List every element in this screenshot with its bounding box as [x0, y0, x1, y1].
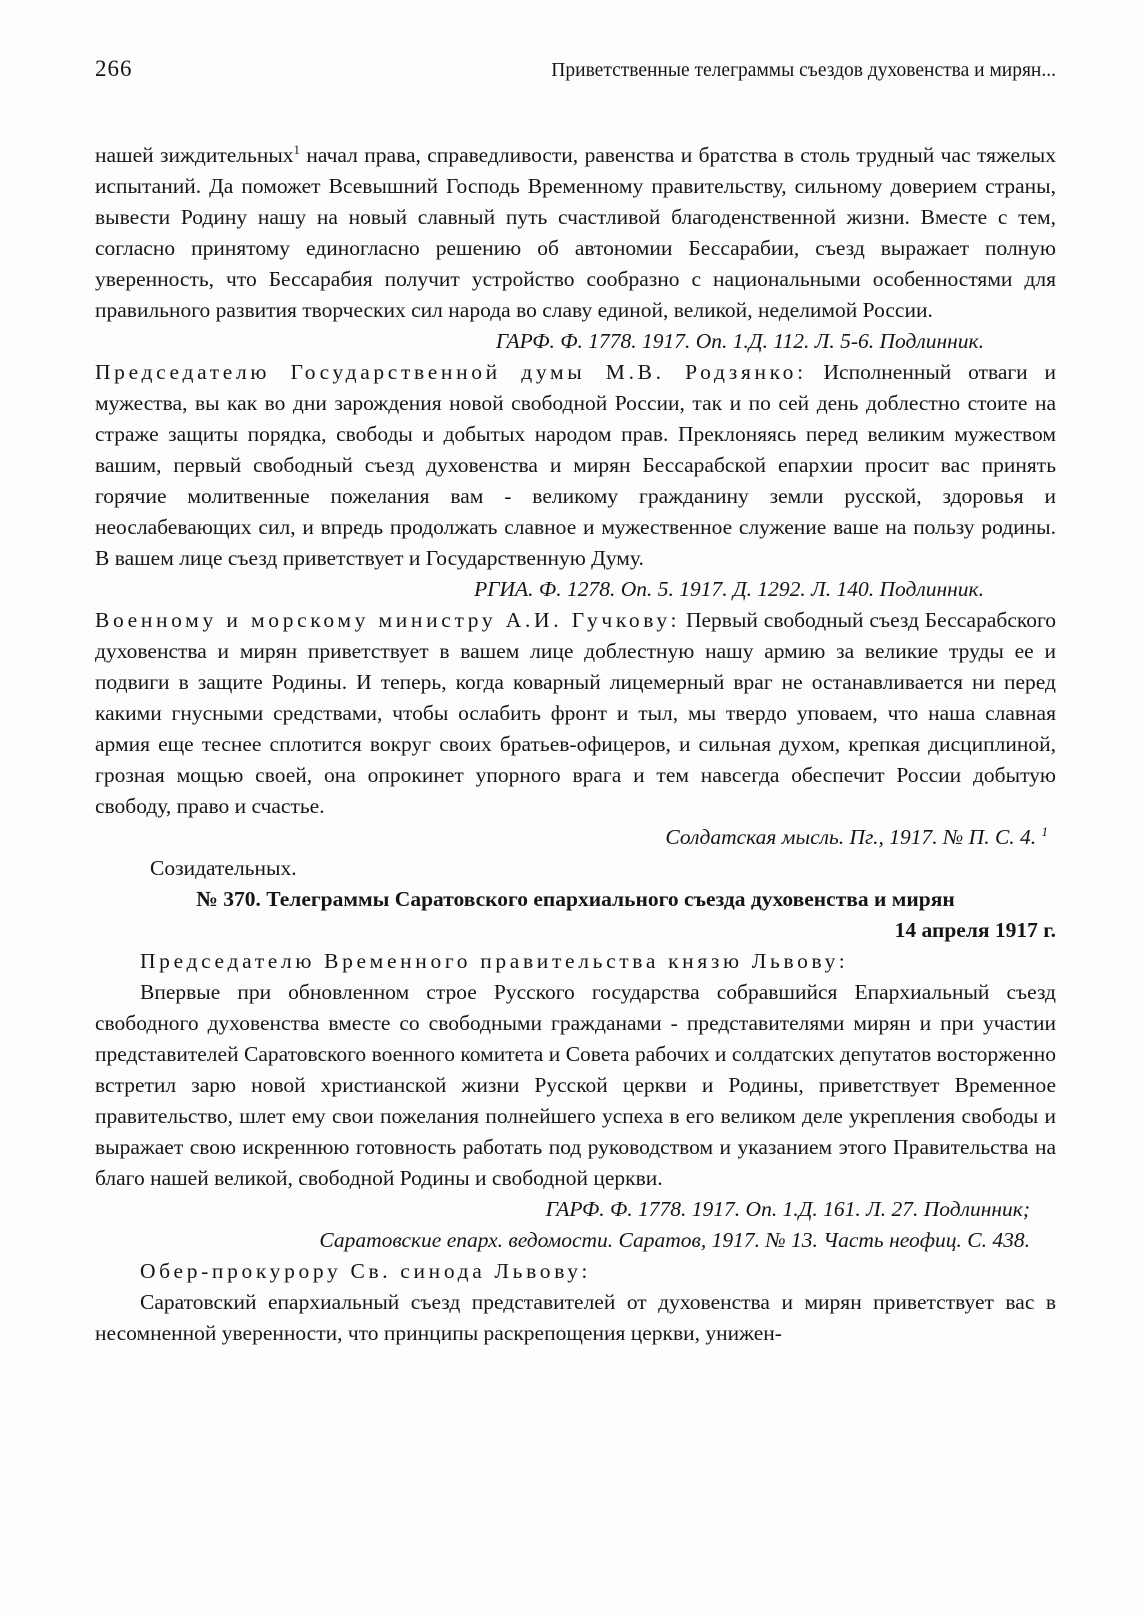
salutation-lvov-premier — [95, 946, 1056, 977]
paragraph-telegram-ober-prokuror: Саратовский епархиальный съезд представителей от духовенства и мирян приветствует вас в несомненной уверенности, что принципы раскрепощения церкви, унижен- — [95, 1290, 1056, 1345]
page-header — [95, 56, 1056, 82]
footnote-marker: 1 — [1041, 824, 1048, 839]
paragraph-telegram-saratov: Впервые при обновленном строе Русского государства собравшийся Епархиальный съезд свободного духовенства вместе со свободными гражданами - представителями мирян и при участии представителей Саратовского военного комитета и Совета рабочих и солдатских депутатов восторженно встретил зарю новой христианской жизни Русской церкви и Родины, приветствует Временное правительство, шлет ему свои пожелания полнейшего успеха в его великом деле укрепления свободы и выражает свою искреннюю готовность работать под руководством и указанием этого Правительства на благо нашей великой, свободной Родины и свободной церкви. — [95, 980, 1056, 1190]
salutation-guchkov: Военному и морскому министру А.И. Гучкову: — [95, 608, 681, 632]
page-body — [95, 140, 1056, 1349]
salutation-text: Председателю Временного правительства князю Львову: — [140, 949, 849, 973]
salutation-rodzianko: Председателю Государственной думы М.В. Родзянко: — [95, 360, 807, 384]
salutation-ober-prokuror — [95, 1256, 1056, 1287]
archive-citation-rgia-1278: РГИА. Ф. 1278. Оп. 5. 1917. Д. 1292. Л. 140. Подлинник. — [474, 577, 984, 601]
archive-citation-garf-112: ГАРФ. Ф. 1778. 1917. Оп. 1.Д. 112. Л. 5-6. Подлинник. — [495, 329, 984, 353]
text-segment: Первый свободный съезд Бессарабского духовенства и мирян приветствует в вашем лице доблестную нашу армию за великие труды ее и подвиги в защите Родины. И теперь, когда коварный лицемерный враг не останавливается ни перед какими гнусными средствами, чтобы ослабить фронт и тыл, мы твердо уповаем, что наша славная армия еще теснее сплотится вокруг своих братьев-офицеров, и сильная духом, крепкая дисциплиной, грозная мощью своей, она опрокинет упорного врага и тем навсегда обеспечит России добытую свободу, право и счастье. — [95, 608, 1057, 818]
footnote-marker: 1 — [293, 142, 300, 157]
paragraph-telegram-continuation — [95, 140, 1056, 326]
paragraph-telegram-guchkov — [95, 605, 1056, 822]
text-segment: Исполненный отваги и мужества, вы как во дни зарождения новой свободной России, так и по сей день доблестно стоите на страже защиты порядка, свободы и добытых народом прав. Преклоняясь перед великим мужеством вашим, первый свободный съезд духовенства и мирян Бессарабской епархии просит вас принять горячие молитвенные пожелания вам - великому гражданину земли русской, здоровья и неослабевающих сил, и впредь продолжать славное и мужественное служение ваше на пользу родины. В вашем лице съезд приветствует и Государственную Думу. — [95, 360, 1056, 570]
running-title: Приветственные телеграммы съездов духовенства и мирян... — [551, 60, 1056, 81]
paragraph-telegram-rodzianko — [95, 357, 1056, 574]
page-number: 266 — [95, 56, 133, 81]
document-heading: № 370. Телеграммы Саратовского епархиального съезда духовенства и мирян — [196, 887, 955, 911]
footnote-text: Созидательных. — [150, 856, 297, 880]
text-segment: нашей зиждительных — [95, 143, 294, 167]
archive-citation-garf-161: ГАРФ. Ф. 1778. 1917. Оп. 1.Д. 161. Л. 27. Подлинник; — [545, 1197, 1030, 1221]
salutation-text: Обер-прокурору Св. синода Львову: — [140, 1259, 592, 1283]
citation-text: Солдатская мысль. Пг., 1917. № П. С. 4. — [665, 825, 1037, 849]
text-segment: начал права, справедливости, равенства и братства в столь трудный час тяжелых испытаний. Да поможет Всевышний Господь Временному правительству, сильному доверием страны, вывести Родину нашу на новый славный путь счастливой благоденственной жизни. Вместе с тем, согласно принятому единогласно решению об автономии Бессарабии, съезд выражает полную уверенность, что Бессарабия получит устройство сообразно с национальными особенностями для правильного развития творческих сил народа во славу единой, великой, неделимой России. — [95, 143, 1057, 322]
source-citation-soldatskaya-mysl — [95, 822, 1056, 853]
source-citation-saratov-vedomosti: Саратовские епарх. ведомости. Саратов, 1917. № 13. Часть неофиц. С. 438. — [319, 1228, 1030, 1252]
document-date: 14 апреля 1917 г. — [894, 918, 1056, 942]
